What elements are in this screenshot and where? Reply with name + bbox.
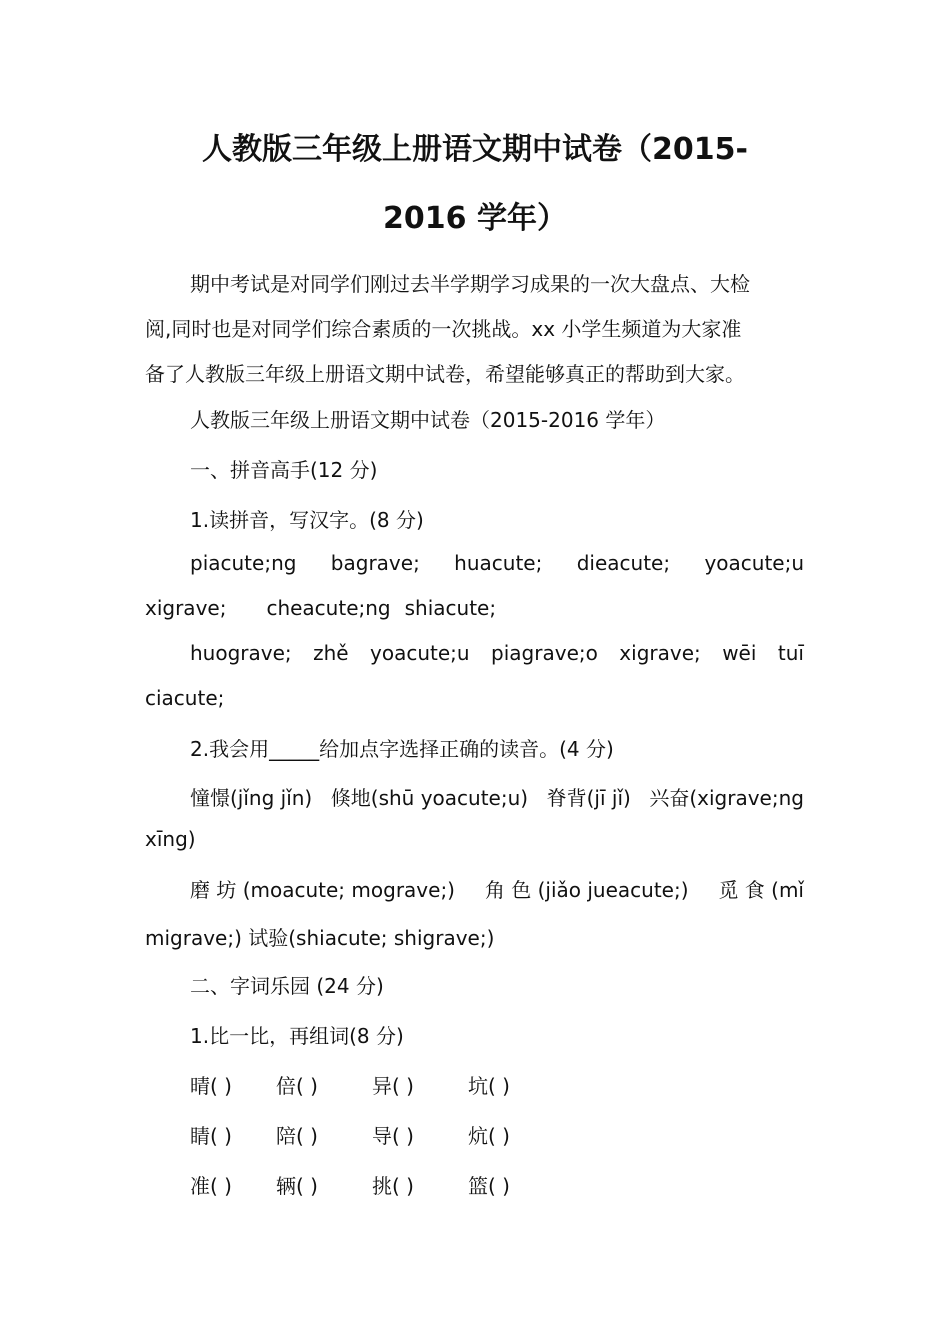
section1-heading: 一、拼音高手(12 分) bbox=[190, 458, 378, 482]
reading-choice-item: 兴奋(xigrave;ng bbox=[649, 786, 804, 810]
section1-q2-label: 2.我会用_____给加点字选择正确的读音。(4 分) bbox=[190, 737, 614, 761]
reading-choice-row-1 bbox=[190, 782, 804, 811]
pinyin-item: huacute; bbox=[454, 551, 543, 575]
intro-paragraph-line2: 阅,同时也是对同学们综合素质的一次挑战。xx 小学生频道为大家准 bbox=[145, 317, 742, 341]
reading-choice-item: 角 色 (jiǎo jueacute;) bbox=[484, 878, 689, 902]
pinyin-item: yoacute;u bbox=[370, 641, 470, 665]
compare-word-item: 辆( ) bbox=[276, 1174, 318, 1198]
compare-word-item: 倍( ) bbox=[276, 1074, 318, 1098]
compare-word-item: 炕( ) bbox=[468, 1124, 510, 1148]
pinyin-item: cheacute;ng bbox=[266, 596, 391, 620]
pinyin-row-2-continued: ciacute; bbox=[145, 686, 225, 710]
section1-q1-label: 1.读拼音，写汉字。(8 分) bbox=[190, 508, 424, 532]
reading-choice-item: 倏地(shū yoacute;u) bbox=[330, 786, 529, 810]
compare-word-row-3 bbox=[190, 1170, 510, 1199]
pinyin-item: wēi bbox=[722, 641, 757, 665]
pinyin-item: bagrave; bbox=[330, 551, 420, 575]
reading-choice-row-2 bbox=[190, 874, 804, 903]
section2-q1-label: 1.比一比，再组词(8 分) bbox=[190, 1024, 404, 1048]
pinyin-item: piagrave;o bbox=[491, 641, 598, 665]
pinyin-item: xigrave; bbox=[145, 596, 227, 620]
reading-choice-item: 磨 坊 (moacute; mograve;) bbox=[190, 878, 455, 902]
document-title-line2: 2016 学年） bbox=[383, 201, 567, 236]
pinyin-item: shiacute; bbox=[404, 596, 497, 620]
intro-paragraph-line1: 期中考试是对同学们刚过去半学期学习成果的一次大盘点、大检 bbox=[190, 272, 750, 296]
compare-word-item: 篮( ) bbox=[468, 1174, 510, 1198]
compare-word-item: 坑( ) bbox=[468, 1074, 510, 1098]
pinyin-item: zhě bbox=[313, 641, 349, 665]
pinyin-item: tuī bbox=[777, 641, 804, 665]
reading-choice-item: 觅 食 (mǐ bbox=[718, 878, 804, 902]
compare-word-item: 准( ) bbox=[190, 1174, 232, 1198]
document-title-line1: 人教版三年级上册语文期中试卷（2015- bbox=[202, 132, 748, 167]
compare-word-item: 陪( ) bbox=[276, 1124, 318, 1148]
compare-word-row-2 bbox=[190, 1120, 510, 1149]
pinyin-item: yoacute;u bbox=[704, 551, 804, 575]
reading-choice-item: 憧憬(jǐng jǐn) bbox=[190, 786, 313, 810]
intro-paragraph-line3: 备了人教版三年级上册语文期中试卷，希望能够真正的帮助到大家。 bbox=[145, 362, 745, 386]
pinyin-item: xigrave; bbox=[619, 641, 701, 665]
pinyin-row-1 bbox=[190, 551, 804, 575]
pinyin-row-2 bbox=[190, 641, 804, 665]
pinyin-item: huograve; bbox=[190, 641, 292, 665]
reading-choice-item: 脊背(jī jǐ) bbox=[546, 786, 631, 810]
compare-word-item: 晴( ) bbox=[190, 1074, 232, 1098]
section2-heading: 二、字词乐园 (24 分) bbox=[190, 974, 384, 998]
pinyin-item: piacute;ng bbox=[190, 551, 297, 575]
reading-choice-row-2-continued: migrave;) 试验(shiacute; shigrave;) bbox=[145, 926, 495, 950]
compare-word-row-1 bbox=[190, 1070, 510, 1099]
compare-word-item: 导( ) bbox=[372, 1124, 414, 1148]
exam-subtitle: 人教版三年级上册语文期中试卷（2015-2016 学年） bbox=[190, 408, 666, 432]
pinyin-row-1-continued bbox=[145, 596, 496, 620]
compare-word-item: 异( ) bbox=[372, 1074, 414, 1098]
pinyin-item: dieacute; bbox=[576, 551, 671, 575]
reading-choice-row-1-continued: xīng) bbox=[145, 827, 196, 851]
compare-word-item: 挑( ) bbox=[372, 1174, 414, 1198]
compare-word-item: 睛( ) bbox=[190, 1124, 232, 1148]
